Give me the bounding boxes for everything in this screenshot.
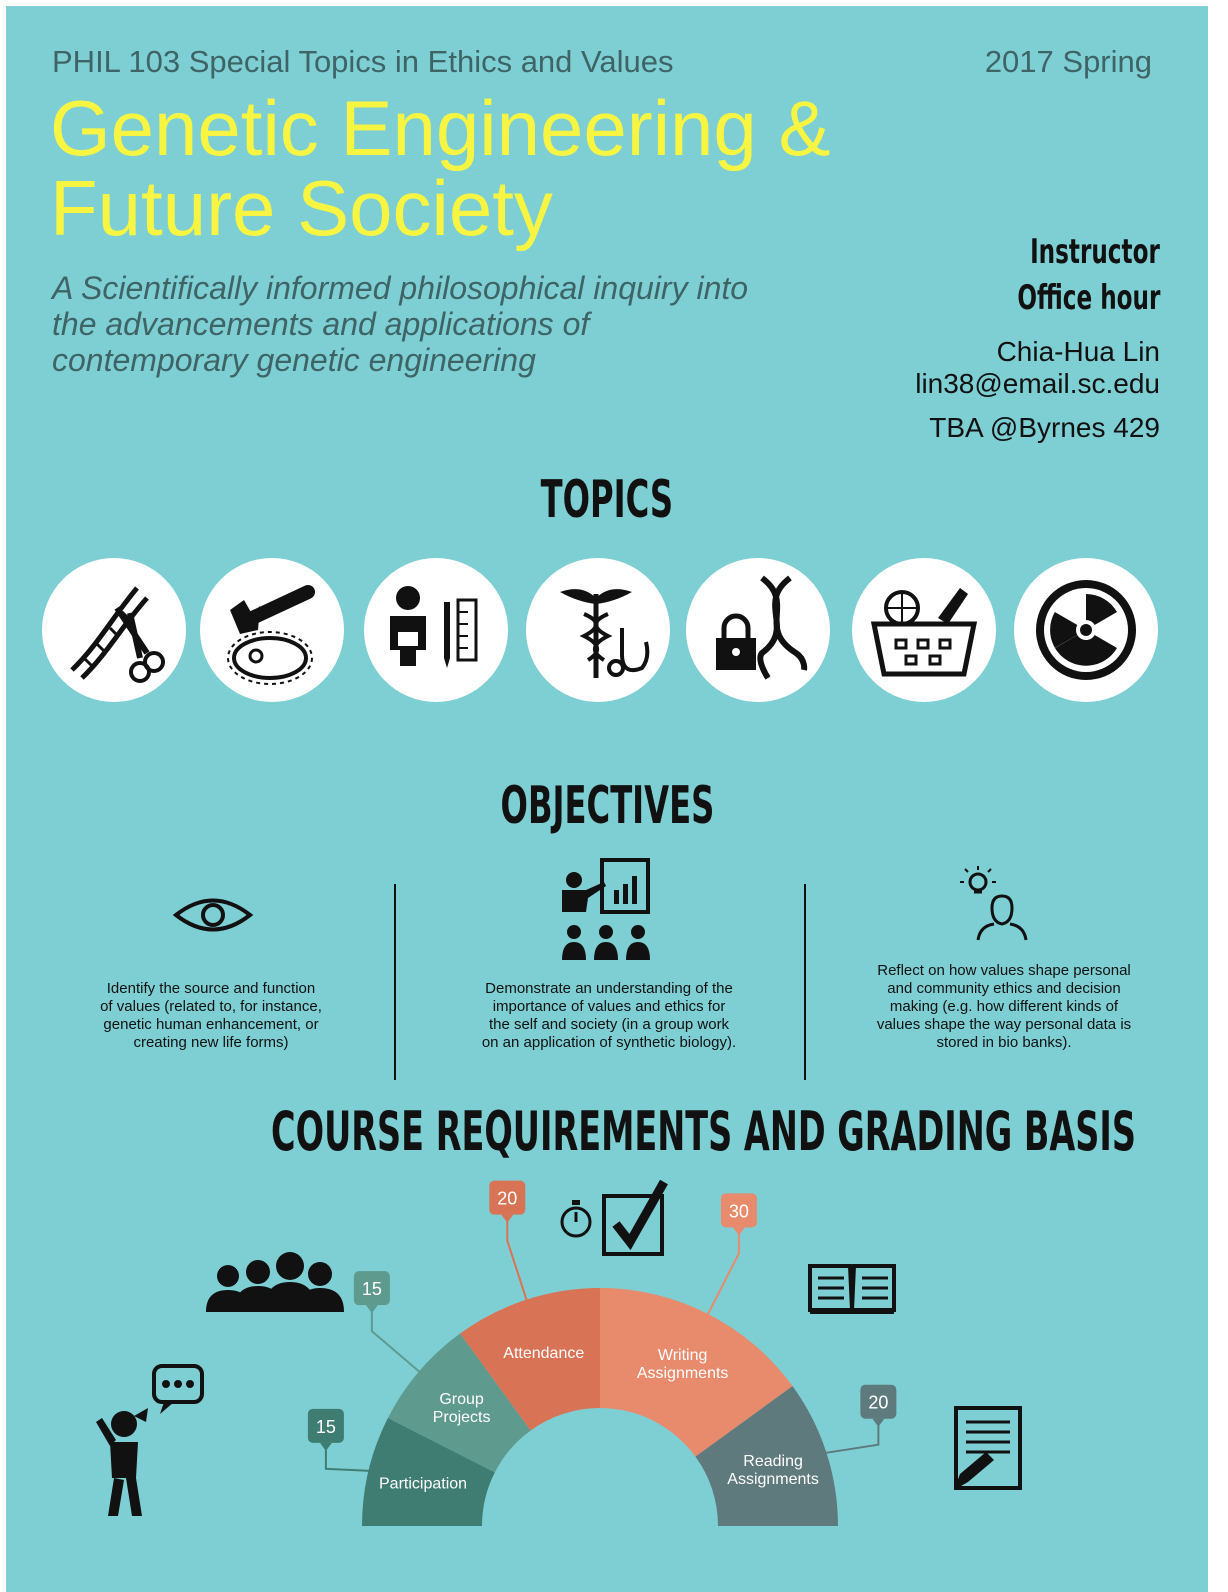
callout-line bbox=[507, 1213, 527, 1302]
course-code: PHIL 103 Special Topics in Ethics and Values bbox=[52, 44, 674, 79]
office-hour-heading: Office hour bbox=[1016, 278, 1160, 318]
objective-2-line-2: importance of values and ethics for bbox=[492, 998, 726, 1015]
course-term: 2017 Spring bbox=[984, 44, 1152, 79]
grading-chart bbox=[6, 6, 1208, 1592]
value-badge-tip bbox=[872, 1419, 884, 1427]
slice-label: Reading Assignments bbox=[727, 1452, 819, 1488]
value-badge-tip bbox=[320, 1443, 332, 1451]
objective-1-line-1: Identify the source and function bbox=[106, 980, 316, 997]
slice-label: Group Projects bbox=[432, 1390, 491, 1426]
objective-1-line-3: genetic human enhancement, or bbox=[103, 1016, 319, 1033]
slice-label: Participation bbox=[379, 1475, 468, 1493]
poster bbox=[6, 6, 1208, 1592]
value-badge-tip bbox=[733, 1227, 745, 1235]
slice-label: Writing Assignments bbox=[636, 1346, 729, 1382]
objective-3-line-4: values shape the way personal data is bbox=[876, 1016, 1132, 1033]
subtitle-line-2: the advancements and applications of bbox=[52, 306, 590, 342]
objective-2-line-3: the self and society (in a group work bbox=[488, 1016, 730, 1033]
grading-heading-text: COURSE REQUIREMENTS AND GRADING BASIS bbox=[271, 1100, 1136, 1163]
title-line-2: Future Society bbox=[50, 164, 553, 252]
instructor-heading: Instructor bbox=[1030, 232, 1160, 272]
slice-label: Attendance bbox=[503, 1344, 585, 1362]
value-label: 30 bbox=[728, 1201, 749, 1222]
objective-3-line-2: and community ethics and decision bbox=[887, 980, 1121, 997]
office-location: TBA @Byrnes 429 bbox=[929, 412, 1160, 443]
value-label: 15 bbox=[361, 1279, 382, 1300]
value-label: 20 bbox=[868, 1392, 889, 1413]
value-badge-tip bbox=[501, 1215, 513, 1223]
objective-3-line-3: making (e.g. how different kinds of bbox=[889, 998, 1119, 1015]
subtitle-line-1: A Scientifically informed philosophical inquiry into bbox=[52, 270, 749, 306]
callout-line bbox=[372, 1303, 421, 1373]
subtitle-line-3: contemporary genetic engineering bbox=[52, 342, 536, 378]
objective-2-line-4: on an application of synthetic biology). bbox=[481, 1034, 737, 1051]
value-label: 15 bbox=[315, 1416, 336, 1437]
objective-1-line-4: creating new life forms) bbox=[133, 1034, 289, 1051]
instructor-email[interactable]: lin38@email.sc.edu bbox=[915, 368, 1160, 399]
topics-heading-text: TOPICS bbox=[540, 470, 674, 530]
value-label: 20 bbox=[497, 1188, 518, 1209]
objective-3-line-1: Reflect on how values shape personal bbox=[877, 962, 1131, 979]
callout-line bbox=[707, 1225, 739, 1315]
objective-1-line-2: of values (related to, for instance, bbox=[100, 998, 322, 1015]
objective-3-line-5: stored in bio banks). bbox=[936, 1034, 1072, 1051]
objectives-heading-text: OBJECTIVES bbox=[500, 776, 714, 836]
value-badge-tip bbox=[366, 1305, 378, 1313]
objective-2-line-1: Demonstrate an understanding of the bbox=[485, 980, 733, 997]
callout-line bbox=[824, 1417, 878, 1453]
title-line-1: Genetic Engineering & bbox=[50, 84, 831, 172]
callout-line bbox=[326, 1441, 371, 1471]
instructor-name: Chia-Hua Lin bbox=[996, 336, 1160, 367]
